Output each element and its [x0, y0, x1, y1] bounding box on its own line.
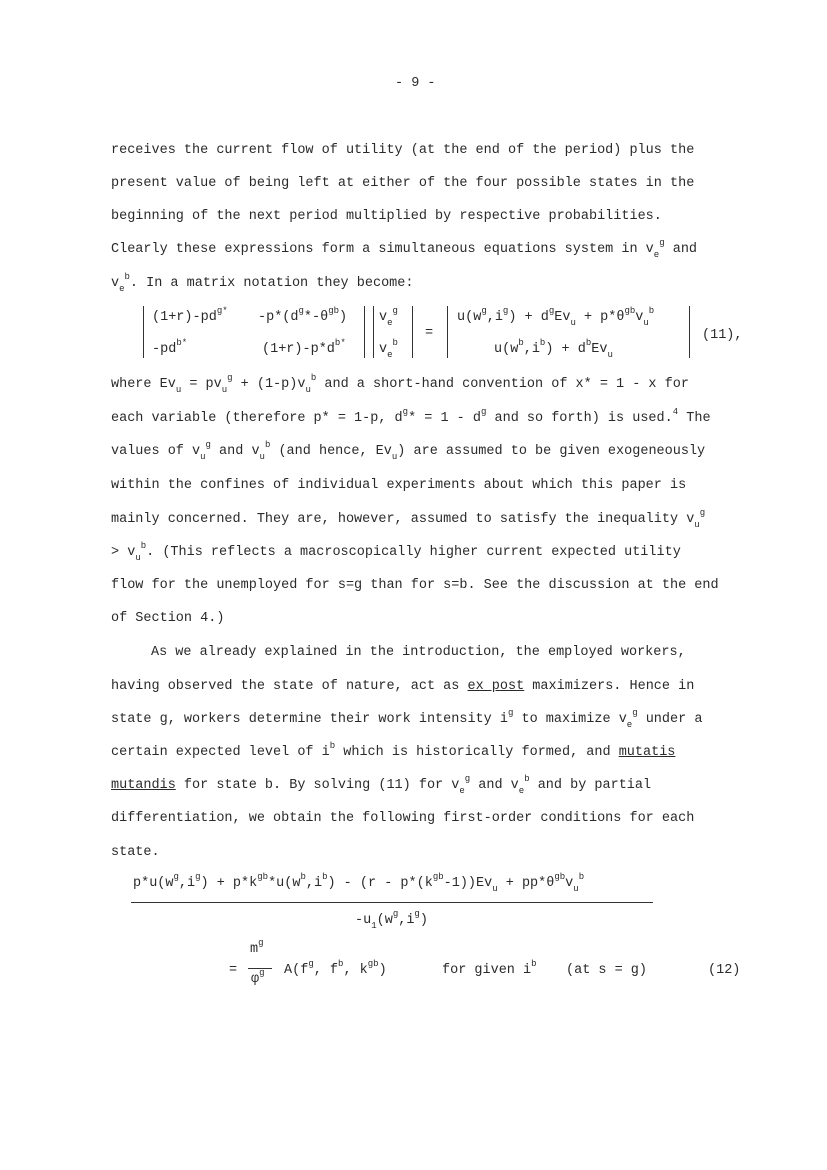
text-line: state.: [111, 845, 160, 860]
vector-x1: $v_e^g$: [379, 306, 398, 328]
footnote-marker: 4: [672, 407, 679, 417]
rhs-bracket-right: [689, 306, 690, 358]
text-line: mainly concerned. They are, however, assumed to satisfy the inequality $v_u^g$: [111, 508, 706, 530]
matrix-a12: $-p*(d^g*-\theta^{gb})$: [258, 306, 348, 325]
eq12-denominator: $-u_1(w^g,i^g)$: [355, 909, 428, 931]
vector-bracket-left: [373, 306, 374, 358]
text-line: > $v_u^b$. (This reflects a macroscopically higher current expected utility: [111, 541, 681, 563]
equation-number-11: (11),: [702, 328, 743, 343]
text-line: values of $v_u^g$ and $v_u^b$ (and hence, $Ev_u$) are assumed to be given exogeneously: [111, 440, 706, 462]
text-line: each variable (therefore p* = 1-p, $d^g* = 1 - d^g$ and so forth) is used.$^4$ The: [111, 407, 711, 426]
matrix-a21: $-pd^{b*}$: [152, 338, 188, 357]
eq12-equals: =: [229, 963, 238, 978]
eq12-rhs: $A(f^g$, $f^b$, $k^{gb}$): [284, 959, 387, 978]
eq12-state: (at s = g): [566, 963, 648, 978]
text-line: flow for the unemployed for s=g than for s=b. See the discussion at the end: [111, 578, 719, 593]
text-line: $v_e^b$. In a matrix notation they become:: [111, 272, 414, 294]
rhs-bracket-left: [447, 306, 448, 358]
matrix-a11: $(1+r)-pd^{g*}$: [152, 306, 228, 325]
text-line: present value of being left at either of the four possible states in the: [111, 176, 695, 191]
eq12-numerator: $p*u(w^g,i^g) + p*k^{gb}*u(w^b,i^b) - (r - p*(k^{gb}-1))Ev_u + pp*\theta^{gb}v_u^b$: [133, 872, 585, 894]
text-line: where $Ev_u = pv_u^g + (1-p)v_u^b$ and a short-hand convention of x* = 1 - x for: [111, 373, 689, 395]
vector-bracket-right: [412, 306, 413, 358]
eq12-small-fraction-num: $m^g$: [250, 938, 264, 957]
matrix-bracket-right: [364, 306, 365, 358]
text-line: differentiation, we obtain the following first-order conditions for each: [111, 811, 695, 826]
text-line: receives the current flow of utility (at the end of the period) plus the: [111, 143, 695, 158]
equation-number-12: (12): [708, 963, 741, 978]
equals-sign: =: [425, 326, 434, 341]
eq12-small-fraction-den: $\varphi^g$: [251, 968, 265, 987]
matrix-bracket-left: [143, 306, 144, 358]
text-line: mutandis for state b. By solving (11) for $v_e^g$ and $v_e^b$ and by partial: [111, 774, 652, 796]
rhs-row-1: $u(w^g,i^g) + d^gEv_u + p*\theta^{gb}v_u^b$: [457, 306, 655, 328]
text-line: certain expected level of $i^b$ which is historically formed, and mutatis: [111, 741, 676, 760]
text-line: Clearly these expressions form a simultaneous equations system in $v_e^g$ and: [111, 238, 698, 260]
matrix-a22: $(1+r)-p*d^{b*}$: [262, 338, 346, 357]
text-line: of Section 4.): [111, 611, 225, 626]
text-line: As we already explained in the introduction, the employed workers,: [151, 645, 686, 660]
vector-x2: $v_e^b$: [379, 338, 398, 360]
text-line: having observed the state of nature, act as ex post maximizers. Hence in: [111, 679, 695, 694]
page-number: - 9 -: [395, 76, 436, 91]
fraction-bar: [131, 902, 653, 903]
text-line: beginning of the next period multiplied by respective probabilities.: [111, 209, 662, 224]
text-line: state g, workers determine their work intensity $i^g$ to maximize $v_e^g$ under a: [111, 708, 703, 730]
text-line: within the confines of individual experiments about which this paper is: [111, 478, 687, 493]
eq12-condition: for given $i^b$: [442, 959, 537, 978]
rhs-row-2: $u(w^b,i^b) + d^bEv_u$: [494, 338, 613, 360]
